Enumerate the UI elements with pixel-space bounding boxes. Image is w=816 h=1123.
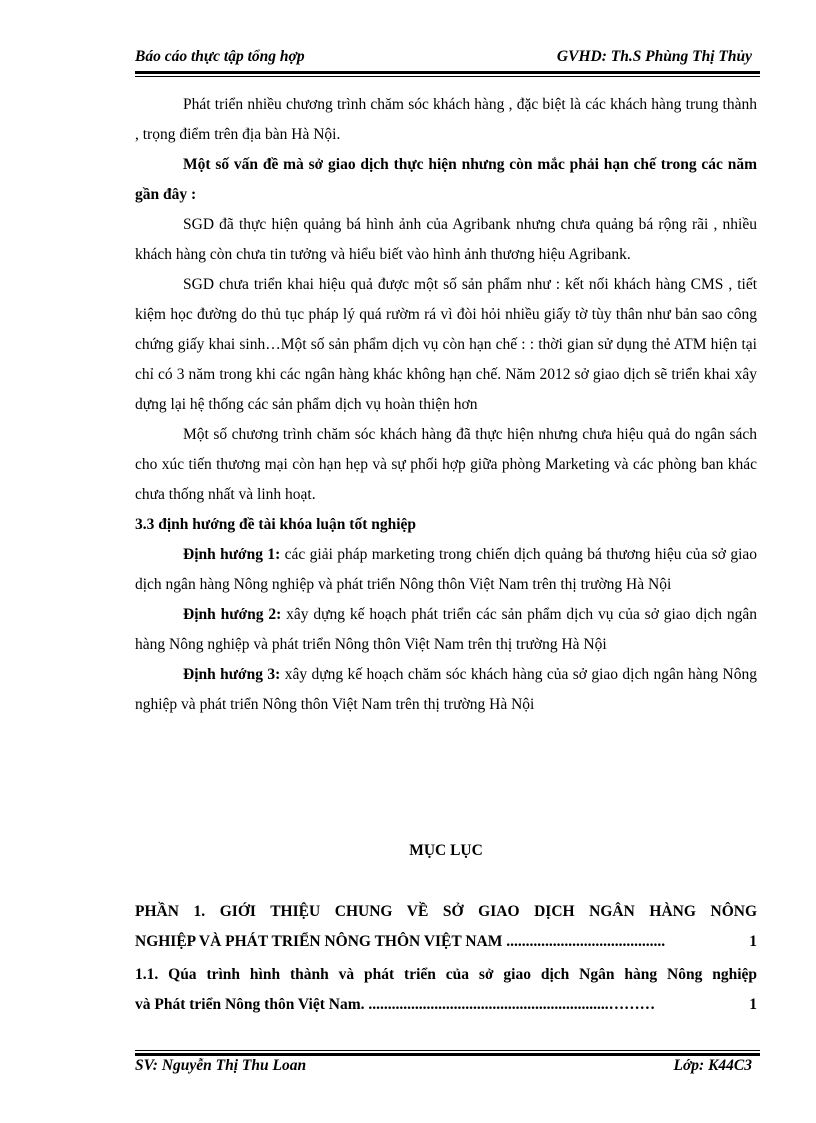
body-text: [135, 90, 757, 720]
direction-text: xây dựng kế hoạch phát triển các sản phẩm dịch vụ của sở giao dịch ngân hàng Nông nghiệp và phát triển Nông thôn Việt Nam trên thị trường Hà Nội: [135, 606, 758, 653]
direction-label: Định hướng 1:: [183, 546, 281, 563]
direction-2: [135, 600, 757, 660]
toc-entry-line2: NGHIỆP VÀ PHÁT TRIỂN NÔNG THÔN VIỆT NAM: [135, 933, 503, 950]
toc-page-number: 1: [749, 933, 757, 950]
header-rule-thick: [135, 71, 760, 74]
direction-3: [135, 660, 757, 720]
paragraph-customer-care: Phát triển nhiều chương trình chăm sóc khách hàng , đặc biệt là các khách hàng trung thành , trọng điểm trên địa bàn Hà Nội.: [135, 96, 757, 143]
toc-leader: .........................................: [502, 933, 666, 950]
header-report-title: Báo cáo thực tập tổng hợp: [135, 48, 305, 65]
footer-class: Lớp: K44C3: [673, 1057, 752, 1074]
toc-entry-line1: PHẦN 1. GIỚI THIỆU CHUNG VỀ SỞ GIAO DỊCH NGÂN HÀNG NÔNG: [135, 903, 757, 920]
heading-limitations: Một số vấn đề mà sở giao dịch thực hiện nhưng còn mắc phải hạn chế trong các năm gần đây :: [135, 156, 757, 203]
page-header: [135, 48, 760, 70]
footer-rule-thick: [135, 1053, 760, 1056]
direction-1: [135, 540, 757, 600]
paragraph-products: SGD chưa triển khai hiệu quả được một số sản phẩm như : kết nối khách hàng CMS , tiết kiệm học đường do thủ tục pháp lý quá rườm rá vì đòi hỏi nhiều giấy tờ tùy thân như bản sao công chứng giấy khai sinh…Một số sản phẩm dịch vụ còn hạn chế : : thời gian sử dụng thẻ ATM hiện tại chỉ có 3 năm trong khi các ngân hàng khác không hạn chế. Năm 2012 sở giao dịch sẽ triển khai xây dựng lại hệ thống các sản phẩm dịch vụ hoàn thiện hơn: [135, 276, 757, 413]
toc-entry-line1: 1.1. Qúa trình hình thành và phát triển của sở giao dịch Ngân hàng Nông nghiệp: [135, 966, 757, 983]
header-advisor: GVHD: Th.S Phùng Thị Thủy: [556, 48, 752, 65]
direction-text: xây dựng kế hoạch chăm sóc khách hàng của sở giao dịch ngân hàng Nông nghiệp và phát triển Nông thôn Việt Nam trên thị trường Hà Nội: [135, 666, 757, 713]
toc-title: MỤC LỤC: [409, 842, 483, 859]
footer-student-name: SV: Nguyễn Thị Thu Loan: [135, 1057, 307, 1074]
page-footer: [135, 1057, 760, 1077]
paragraph-programs: Một số chương trình chăm sóc khách hàng đã thực hiện nhưng chưa hiệu quả do ngân sách cho xúc tiến thương mại còn hạn hẹp và sự phối hợp giữa phòng Marketing và các phòng ban khác chưa thống nhất và linh hoạt.: [135, 426, 757, 503]
toc-entry-line2: và Phát triển Nông thôn Việt Nam.: [135, 996, 365, 1013]
paragraph-brand-promotion: SGD đã thực hiện quảng bá hình ảnh của Agribank nhưng chưa quảng bá rộng rãi , nhiều khách hàng còn chưa tin tưởng và hiểu biết vào hình ảnh thương hiệu Agribank.: [135, 216, 757, 263]
direction-text: các giải pháp marketing trong chiến dịch quảng bá thương hiệu của sở giao dịch ngân hàng Nông nghiệp và phát triển Nông thôn Việt Nam trên thị trường Hà Nội: [135, 546, 757, 593]
toc-page-number: 1: [749, 996, 757, 1013]
footer-rule-thin: [135, 1050, 760, 1051]
direction-label: Định hướng 3:: [183, 666, 281, 683]
toc-entry[interactable]: [135, 897, 757, 957]
header-rule-thin: [135, 76, 760, 77]
direction-label: Định hướng 2:: [183, 606, 282, 623]
toc-entry[interactable]: [135, 960, 757, 1020]
table-of-contents: [135, 897, 757, 1020]
toc-leader: ..............................................................………: [364, 996, 656, 1013]
section-heading-3-3: 3.3 định hướng đề tài khóa luận tốt nghiệp: [135, 516, 417, 533]
